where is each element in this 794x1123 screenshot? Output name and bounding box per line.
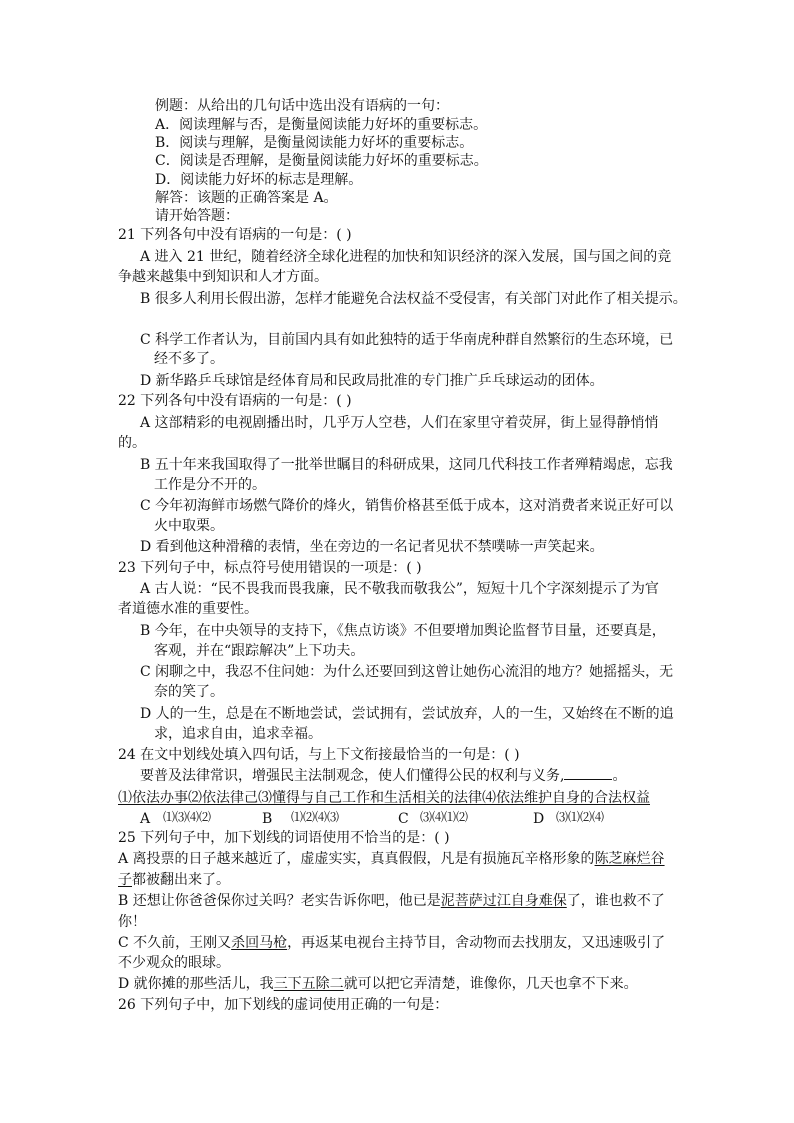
q21-option-c-line1: C 科学工作者认为，目前国内具有如此独特的适于华南虎种群自然繁衍的生态环境，已 [140, 332, 674, 348]
q24-stem: 24 在文中划线处填入四句话，与上下文衔接最恰当的一句是：( ) [118, 747, 520, 763]
q23-option-b-line1: B 今年，在中央领导的支持下，《焦点访谈》不但要增加舆论监督节目量，还要真是， [140, 623, 666, 639]
q23-option-d-line1: D 人的一生，总是在不断地尝试，尝试拥有，尝试放弃，人的一生，又始终在不断的追 [140, 706, 674, 722]
q23-option-d-line2: 求，追求自由，追求幸福。 [154, 726, 322, 742]
q25-option-a-text: A 离投票的日子越来越近了，虚虚实实，真真假假，凡是有损施瓦辛格形象的 [118, 851, 595, 867]
q21-option-a-line2: 争越来越集中到知识和人才方面。 [118, 269, 328, 285]
q24-option-c-label: C [398, 811, 409, 827]
q24-passage-end: 。 [612, 768, 627, 784]
q23-option-c-line2: 奈的笑了。 [154, 684, 224, 700]
q25-option-a-line1 [118, 850, 665, 868]
example-answer: 解答：该题的正确答案是 A。 [155, 190, 338, 206]
example-option-a: A．阅读理解与否，是衡量阅读能力好坏的重要标志。 [155, 117, 488, 133]
example-option-d: D．阅读能力好坏的标志是理解。 [155, 172, 363, 188]
q25-option-c-underlined: 杀回马枪 [231, 935, 288, 951]
q21-option-c-line2: 经不多了。 [154, 351, 224, 367]
example-option-c: C．阅读是否理解，是衡量阅读能力好坏的重要标志。 [155, 153, 488, 169]
q25-option-a-underlined-end: 子 [118, 872, 132, 888]
q25-option-b-line1 [118, 892, 665, 910]
q24-option-b: ⑴⑵⑷⑶ [291, 810, 340, 824]
example-start: 请开始答题： [155, 208, 239, 224]
q24-option-d: ⑶⑴⑵⑷ [556, 810, 605, 824]
q25-option-a-underlined: 陈芝麻烂谷 [594, 851, 665, 867]
q24-option-a-label: A [140, 811, 151, 827]
example-title: 例题：从给出的几句话中选出没有语病的一句： [155, 98, 449, 114]
q25-option-d [118, 975, 638, 993]
q25-option-c-line2: 不少观众的眼球。 [118, 955, 230, 971]
q23-option-a-line2: 者道德水准的重要性。 [118, 601, 258, 617]
q23-option-a-line1: A 古人说：“民不畏我而畏我廉，民不敬我而敬我公”，短短十几个字深刻提示了为官 [140, 581, 659, 597]
q24-option-c: ⑶⑷⑴⑵ [420, 810, 469, 824]
q23-stem: 23 下列句子中，标点符号使用错误的一项是：( ) [118, 560, 422, 576]
q25-option-d-text: D 就你摊的那些活儿，我 [118, 976, 274, 992]
q24-passage-text: 要普及法律常识，增强民主法制观念，使人们懂得公民的权利与义务, [140, 768, 565, 784]
q22-option-a-line2: 的。 [118, 435, 146, 451]
q24-option-a: ⑴⑶⑷⑵ [163, 810, 212, 824]
q25-option-b-underlined: 泥菩萨过江自身难保 [440, 893, 567, 909]
q26-stem: 26 下列句子中，加下划线的虚词使用正确的一句是： [118, 997, 449, 1013]
example-option-b: B．阅读与理解，是衡量阅读能力好坏的重要标志。 [155, 135, 474, 151]
q21-option-a-line1: A 进入 21 世纪，随着经济全球化进程的加快和知识经济的深入发展，国与国之间的竞 [140, 249, 672, 265]
q24-items: ⑴依法办事⑵依法律己⑶懂得与自己工作和生活相关的法律⑷依法维护自身的合法权益 [118, 790, 650, 806]
q23-option-c-line1: C 闲聊之中，我忍不住问她：为什么还要回到这曾让她伤心流泪的地方？她摇摇头，无 [140, 664, 674, 680]
q24-passage [140, 767, 626, 785]
q22-option-b-line1: B 五十年来我国取得了一批举世瞩目的科研成果，这同几代科技工作者殚精竭虑，忘我 [140, 457, 673, 473]
q22-option-c-line2: 火中取栗。 [154, 518, 224, 534]
q25-option-c-line1 [118, 934, 665, 952]
q25-stem: 25 下列句子中，加下划线的词语使用不恰当的是：( ) [118, 830, 450, 846]
q24-option-d-label: D [533, 811, 545, 827]
q21-option-d: D 新华路乒乓球馆是经体育局和民政局批准的专门推广乒乓球运动的团体。 [140, 373, 604, 389]
q22-option-a-line1: A 这部精彩的电视剧播出时，几乎万人空巷，人们在家里守着荧屏，街上显得静悄悄 [140, 415, 659, 431]
q25-option-c-text-end: ，再返某电视台主持节目，舍动物而去找朋友，又迅速吸引了 [287, 935, 666, 951]
q25-option-a-text-end: 都被翻出来了。 [132, 872, 230, 888]
q25-option-d-underlined: 三下五除二 [273, 976, 344, 992]
q22-stem: 22 下列各句中没有语病的一句是：( ) [118, 393, 352, 409]
q22-option-d: D 看到他这种滑稽的表情，坐在旁边的一名记者见状不禁噗哧一声笑起来。 [140, 539, 604, 555]
q25-option-b-line2: 你！ [118, 914, 146, 930]
q24-blank [564, 767, 612, 780]
q21-option-b: B 很多人利用长假出游，怎样才能避免合法权益不受侵害，有关部门对此作了相关提示。 [140, 291, 687, 307]
q23-option-b-line2: 客观，并在“跟踪解决”上下功夫。 [154, 643, 365, 659]
q25-option-d-text-end: 就可以把它弄清楚，谁像你，几天也拿不下来。 [343, 976, 638, 992]
q22-option-b-line2: 工作是分不开的。 [154, 477, 266, 493]
q25-option-b-text-end: 了，谁也救不了 [566, 893, 665, 909]
q21-stem: 21 下列各句中没有语病的一句是：( ) [118, 227, 352, 243]
q25-option-a-line2 [118, 871, 230, 889]
q25-option-b-text: B 还想让你爸爸保你过关吗？老实告诉你吧，他已是 [118, 893, 441, 909]
q22-option-c-line1: C 今年初海鲜市场燃气降价的烽火，销售价格甚至低于成本，这对消费者来说正好可以 [140, 498, 674, 514]
q25-option-c-text: C 不久前，王刚又 [118, 935, 232, 951]
q24-option-b-label: B [262, 811, 273, 827]
